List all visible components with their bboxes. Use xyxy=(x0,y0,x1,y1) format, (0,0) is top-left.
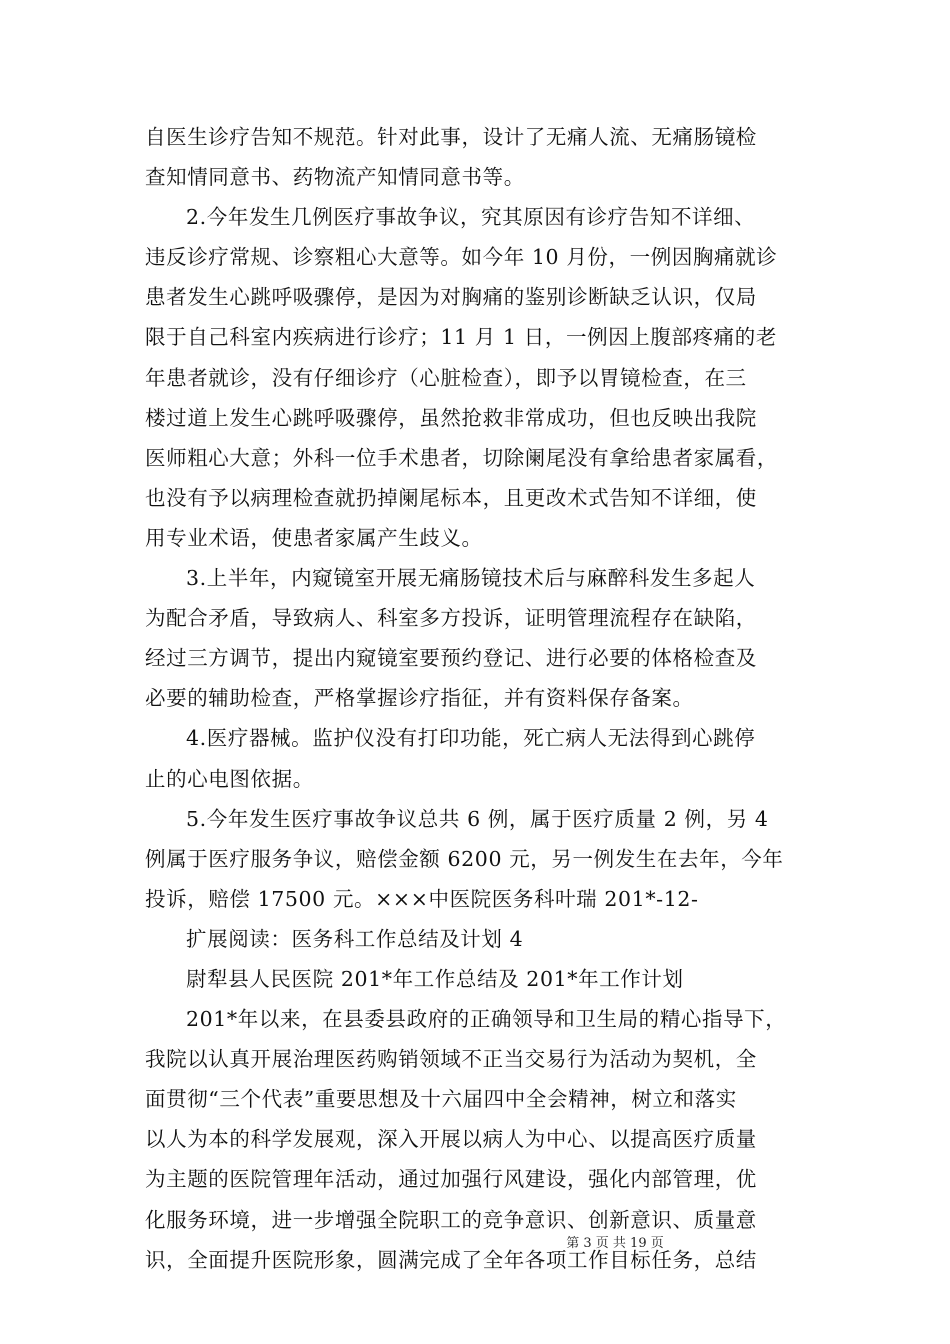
extended-reading-heading: 扩展阅读：医务科工作总结及计划 4 xyxy=(186,926,524,951)
text-line: 经过三方调节，提出内窥镜室要预约登记、进行必要的体格检查及 xyxy=(145,646,757,671)
text-line: 限于自己科室内疾病进行诊疗；11 月 1 日，一例因上腹部疼痛的老 xyxy=(145,325,777,350)
page-number: 第 3 页 共 19 页 xyxy=(566,1236,664,1251)
text-line: 以人为本的科学发展观，深入开展以病人为中心、以提高医疗质量 xyxy=(145,1127,757,1152)
text-line: 楼过道上发生心跳呼吸骤停，虽然抢救非常成功，但也反映出我院 xyxy=(145,405,757,430)
text-line: 投诉，赔偿 17500 元。×××中医院医务科叶瑞 201*-12- xyxy=(145,886,699,911)
text-line: 必要的辅助检查，严格掌握诊疗指征，并有资料保存备案。 xyxy=(145,686,694,711)
text-line: 年患者就诊，没有仔细诊疗（心脏检查），即予以胃镜检查，在三 xyxy=(145,365,747,390)
section-title: 尉犁县人民医院 201*年工作总结及 201*年工作计划 xyxy=(186,966,684,991)
text-line: 识，全面提升医院形象，圆满完成了全年各项工作目标任务，总结 xyxy=(145,1247,757,1272)
text-line: 我院以认真开展治理医药购销领域不正当交易行为活动为契机，全 xyxy=(145,1047,757,1072)
text-line: 为配合矛盾，导致病人、科室多方投诉，证明管理流程存在缺陷， xyxy=(145,606,757,631)
text-line: 患者发生心跳呼吸骤停，是因为对胸痛的鉴别诊断缺乏认识，仅局 xyxy=(145,285,757,310)
text-line: 查知情同意书、药物流产知情同意书等。 xyxy=(145,165,525,190)
text-line: 也没有予以病理检查就扔掉阑尾标本，且更改术式告知不详细，使 xyxy=(145,485,757,510)
text-line: 自医生诊疗告知不规范。针对此事，设计了无痛人流、无痛肠镜检 xyxy=(145,125,757,149)
text-line: 违反诊疗常规、诊察粗心大意等。如今年 10 月份，一例因胸痛就诊 xyxy=(145,245,778,270)
text-line: 面贯彻“三个代表”重要思想及十六届四中全会精神，树立和落实 xyxy=(145,1087,737,1112)
paragraph-start: 201*年以来，在县委县政府的正确领导和卫生局的精心指导下， xyxy=(186,1007,787,1032)
text-line: 为主题的医院管理年活动，通过加强行风建设，强化内部管理，优 xyxy=(145,1167,757,1192)
paragraph-start: 4.医疗器械。监护仪没有打印功能，死亡病人无法得到心跳停 xyxy=(186,726,756,751)
text-line: 医师粗心大意；外科一位手术患者，切除阑尾没有拿给患者家属看， xyxy=(145,445,778,470)
document-body xyxy=(145,117,811,1280)
text-line: 用专业术语，使患者家属产生歧义。 xyxy=(145,525,483,550)
text-line: 止的心电图依据。 xyxy=(145,766,314,791)
paragraph-start: 3.上半年，内窥镜室开展无痛肠镜技术后与麻醉科发生多起人 xyxy=(186,566,756,591)
paragraph-start: 5.今年发生医疗事故争议总共 6 例，属于医疗质量 2 例，另 4 xyxy=(186,806,769,831)
paragraph-start: 2.今年发生几例医疗事故争议，究其原因有诊疗告知不详细、 xyxy=(186,205,756,230)
text-line: 例属于医疗服务争议，赔偿金额 6200 元，另一例发生在去年，今年 xyxy=(145,846,784,871)
text-line: 化服务环境，进一步增强全院职工的竞争意识、创新意识、质量意 xyxy=(145,1207,757,1232)
